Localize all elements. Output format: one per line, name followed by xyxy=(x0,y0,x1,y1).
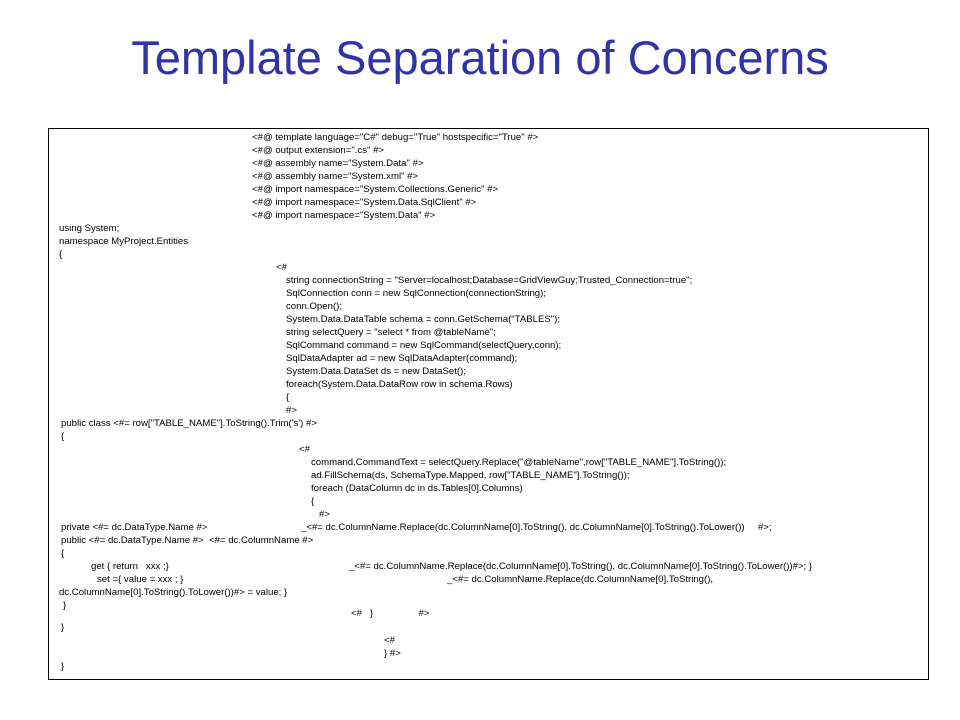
code-line: <# } #> xyxy=(351,608,430,619)
code-line: System.Data.DataTable schema = conn.GetSchema("TABLES"); xyxy=(286,314,561,325)
slide-title: Template Separation of Concerns xyxy=(131,31,829,84)
code-line: } xyxy=(63,600,67,611)
code-line: <#@ import namespace="System.Data.SqlClient" #> xyxy=(252,197,477,208)
code-line: <#@ import namespace="System.Data" #> xyxy=(252,210,436,221)
code-line: string selectQuery = "select * from @tableName"; xyxy=(286,327,496,338)
code-line: conn.Open(); xyxy=(286,301,342,312)
code-line: _<#= dc.ColumnName.Replace(dc.ColumnName[0].ToString(), xyxy=(447,574,714,585)
code-line: <#@ assembly name="System.xml" #> xyxy=(252,171,419,182)
code-line: foreach (DataColumn dc in ds.Tables[0].Columns) xyxy=(311,483,523,494)
code-line: <#@ import namespace="System.Collections.Generic" #> xyxy=(252,184,499,195)
code-line: <# xyxy=(384,635,395,646)
code-line: public class <#= row["TABLE_NAME"].ToString().Trim('s') #> xyxy=(61,418,317,429)
code-line: } xyxy=(61,661,65,672)
code-line: #> xyxy=(286,405,297,416)
code-line: <#@ template language="C#" debug="True" hostspecific="True" #> xyxy=(252,132,539,143)
code-line: get { return xxx ;} xyxy=(91,561,169,572)
code-line: set ={ value = xxx ; } xyxy=(97,574,184,585)
code-line: command.CommandText = selectQuery.Replace("@tableName",row["TABLE_NAME"].ToString()); xyxy=(311,457,727,468)
code-line: { xyxy=(286,392,290,403)
code-line: SqlCommand command = new SqlCommand(selectQuery,conn); xyxy=(286,340,562,351)
code-line: using System; xyxy=(59,223,120,234)
code-block xyxy=(48,128,929,680)
code-line: { xyxy=(311,496,315,507)
code-line: <#@ output extension=".cs" #> xyxy=(252,145,385,156)
code-line: #> xyxy=(319,509,330,520)
code-line: <# xyxy=(299,444,310,455)
code-line: _<#= dc.ColumnName.Replace(dc.ColumnName[0].ToString(), dc.ColumnName[0].ToString().ToLower())#>; } xyxy=(349,561,813,572)
code-line: string connectionString = "Server=localhost;Database=GridViewGuy;Trusted_Connection=true"; xyxy=(286,275,693,286)
code-line: dc.ColumnName[0].ToString().ToLower())#> = value; } xyxy=(59,587,288,598)
code-line: <# xyxy=(276,262,287,273)
code-line: <#@ assembly name="System.Data" #> xyxy=(252,158,424,169)
code-line: { xyxy=(59,249,63,260)
code-line: public <#= dc.DataType.Name #> <#= dc.ColumnName #> xyxy=(61,535,314,546)
code-line: foreach(System.Data.DataRow row in schema.Rows) xyxy=(286,379,513,390)
code-line: SqlDataAdapter ad = new SqlDataAdapter(command); xyxy=(286,353,518,364)
code-line: { xyxy=(61,548,65,559)
code-line: namespace MyProject.Entities xyxy=(59,236,189,247)
code-line: _<#= dc.ColumnName.Replace(dc.ColumnName[0].ToString(), dc.ColumnName[0].ToString().ToLower()) #>; xyxy=(301,522,772,533)
code-line: } #> xyxy=(384,648,401,659)
code-line: } xyxy=(61,622,65,633)
code-line: System.Data.DataSet ds = new DataSet(); xyxy=(286,366,466,377)
code-line: SqlConnection conn = new SqlConnection(connectionString); xyxy=(286,288,546,299)
code-line: ad.FillSchema(ds, SchemaType.Mapped, row["TABLE_NAME"].ToString()); xyxy=(311,470,630,481)
code-line: { xyxy=(61,431,65,442)
code-line: private <#= dc.DataType.Name #> xyxy=(61,522,208,533)
